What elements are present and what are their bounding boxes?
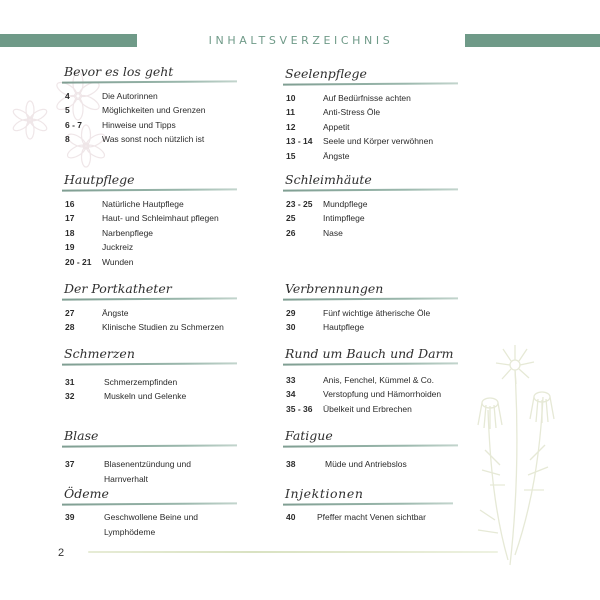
entry-title: Lymphödeme [104, 526, 156, 537]
entry-title: Wunden [102, 256, 134, 267]
page-number [62, 525, 104, 540]
page-number: 40 [286, 511, 296, 522]
toc-entry[interactable] [283, 457, 458, 472]
section-heading: Blase [64, 428, 99, 443]
page-number: 16 [65, 198, 75, 209]
section-heading: Schmerzen [64, 346, 135, 361]
header-bar-left [0, 34, 137, 47]
page-number: 33 [286, 374, 296, 385]
entry-title: Narbenpflege [102, 227, 154, 238]
toc-entry[interactable] [62, 197, 237, 212]
section-divider [283, 82, 458, 85]
page-number: 34 [286, 389, 296, 399]
page-number: 39 [65, 511, 75, 522]
page-number: 28 [65, 322, 75, 332]
entry-title: Juckreiz [102, 242, 134, 252]
entry-title: Hautpflege [323, 322, 365, 332]
toc-entry[interactable] [283, 402, 458, 417]
chamomile-illustration-icon [460, 335, 570, 580]
page-number: 19 [65, 242, 75, 252]
section-divider [62, 362, 237, 365]
toc-section [283, 428, 458, 471]
page-number: 26 [286, 227, 296, 238]
entry-title: Möglichkeiten und Grenzen [102, 105, 206, 115]
page-title: INHALTSVERZEICHNIS [208, 34, 394, 47]
entry-title: Haut- und Schleimhaut pflegen [102, 213, 219, 223]
toc-entry[interactable] [62, 255, 237, 270]
page-number: 10 [286, 92, 296, 103]
toc-entry[interactable] [283, 306, 458, 321]
toc-section [62, 486, 237, 540]
toc-entry[interactable] [62, 375, 237, 390]
page-number [62, 472, 104, 487]
section-heading: Der Portkatheter [64, 281, 172, 296]
page-number: 6 - 7 [65, 119, 83, 130]
section-heading: Rund um Bauch und Darm [285, 346, 454, 361]
entry-title: Anis, Fenchel, Kümmel & Co. [323, 374, 435, 385]
toc-entry[interactable] [62, 103, 237, 118]
toc-entry[interactable] [283, 91, 458, 106]
entry-title: Muskeln und Gelenke [104, 391, 187, 401]
entry-title: Anti-Stress Öle [323, 107, 381, 117]
entry-title: Mundpflege [323, 198, 368, 209]
toc-entry[interactable] [62, 472, 237, 487]
toc-section [283, 346, 458, 416]
section-divider [283, 188, 458, 191]
page-number: 17 [65, 213, 75, 223]
entry-title: Hinweise und Tipps [102, 119, 176, 130]
entry-title: Nase [323, 227, 343, 238]
toc-entry[interactable] [62, 510, 237, 525]
toc-section [62, 281, 237, 335]
toc-entry[interactable] [62, 306, 237, 321]
page-number: 20 - 21 [65, 256, 92, 267]
section-divider [62, 502, 237, 505]
section-heading: Bevor es los geht [64, 64, 174, 79]
section-heading: Schleimhäute [285, 172, 372, 187]
toc-entry[interactable] [283, 134, 458, 149]
toc-entry[interactable] [283, 105, 458, 120]
toc-entry[interactable] [283, 120, 458, 135]
page-number-footer: 2 [58, 547, 65, 559]
page-number: 30 [286, 322, 296, 332]
page-number: 13 - 14 [286, 136, 313, 146]
page-number: 18 [65, 227, 75, 238]
entry-title: Blasenentzündung und [104, 458, 191, 469]
page-number: 11 [286, 107, 295, 117]
page-number: 8 [65, 134, 70, 144]
toc-entry[interactable] [62, 389, 237, 404]
toc-entry[interactable] [62, 457, 237, 472]
entry-title: Geschwollene Beine und [104, 511, 199, 522]
entry-title: Müde und Antriebslos [325, 458, 407, 469]
section-divider [62, 188, 237, 191]
toc-entry[interactable] [283, 197, 458, 212]
section-heading: Seelenpflege [285, 66, 367, 81]
section-heading: Verbrennungen [285, 281, 384, 296]
toc-section [62, 64, 237, 147]
toc-section [62, 172, 237, 269]
page-number: 25 [286, 213, 296, 223]
toc-entry[interactable] [283, 226, 458, 241]
section-divider [283, 362, 458, 365]
entry-title: Übelkeit und Erbrechen [323, 403, 412, 414]
toc-entry[interactable] [62, 320, 237, 335]
entry-title: Was sonst noch nützlich ist [102, 134, 205, 144]
section-divider [62, 444, 237, 447]
page-number: 37 [65, 458, 75, 469]
page-number: 23 - 25 [286, 198, 313, 209]
toc-entry[interactable] [283, 320, 458, 335]
toc-entry[interactable] [62, 118, 237, 133]
toc-entry[interactable] [62, 240, 237, 255]
section-divider [283, 297, 458, 300]
section-divider [62, 297, 237, 300]
footer-divider [88, 551, 498, 553]
section-heading: Hautpflege [64, 172, 135, 187]
toc-entry[interactable] [62, 226, 237, 241]
page-number: 38 [286, 458, 296, 469]
section-divider [62, 80, 237, 83]
page-number: 4 [65, 90, 70, 101]
entry-title: Auf Bedürfnisse achten [323, 92, 411, 103]
entry-title: Natürliche Hautpflege [102, 198, 184, 209]
page-number: 15 [286, 150, 296, 161]
toc-section [283, 172, 458, 240]
toc-section [62, 346, 237, 404]
toc-section [62, 428, 237, 487]
entry-title: Ängste [102, 307, 129, 318]
entry-title: Schmerzempfinden [104, 376, 178, 387]
entry-title: Appetit [323, 121, 350, 132]
entry-title: Verstopfung und Hämorrhoiden [323, 389, 442, 399]
toc-entry[interactable] [283, 387, 458, 402]
section-heading: Fatigue [285, 428, 333, 443]
toc-entry[interactable] [62, 132, 237, 147]
toc-entry[interactable] [283, 211, 458, 226]
section-divider [283, 502, 453, 505]
toc-section [283, 281, 458, 335]
entry-title: Harnverhalt [104, 473, 148, 484]
section-heading: Injektionen [285, 486, 364, 501]
entry-title: Seele und Körper verwöhnen [323, 136, 434, 146]
page-number: 27 [65, 307, 75, 318]
toc-section [283, 486, 453, 524]
toc-section [283, 66, 458, 163]
toc-entry[interactable] [62, 525, 237, 540]
toc-entry[interactable] [62, 89, 237, 104]
page-number: 12 [286, 121, 296, 132]
section-divider [283, 444, 458, 447]
toc-entry[interactable] [283, 373, 458, 388]
header-bar-right [465, 34, 600, 47]
entry-title: Ängste [323, 150, 350, 161]
entry-title: Klinische Studien zu Schmerzen [102, 322, 224, 332]
section-heading: Ödeme [64, 486, 109, 501]
entry-title: Intimpflege [323, 213, 365, 223]
toc-entry[interactable] [283, 149, 458, 164]
toc-entry[interactable] [283, 510, 453, 525]
page-number: 29 [286, 307, 296, 318]
entry-title: Die Autorinnen [102, 90, 158, 101]
page-number: 32 [65, 391, 75, 401]
toc-entry[interactable] [62, 211, 237, 226]
page-number: 35 - 36 [286, 403, 313, 414]
entry-title: Pfeffer macht Venen sichtbar [317, 511, 426, 522]
page-number: 5 [65, 105, 70, 115]
entry-title: Fünf wichtige ätherische Öle [323, 307, 431, 318]
page-number: 31 [65, 376, 75, 387]
